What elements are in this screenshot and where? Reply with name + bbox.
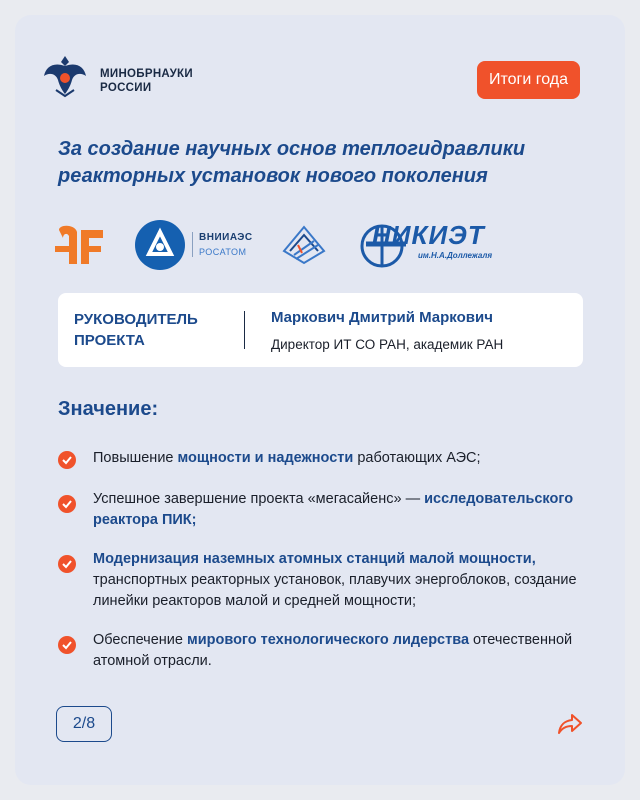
share-icon[interactable] — [557, 713, 583, 735]
leader-role-line1: РУКОВОДИТЕЛЬ — [74, 311, 198, 328]
ministry-name — [100, 67, 193, 95]
section-title: Значение: — [58, 398, 159, 420]
page-title — [58, 136, 588, 190]
item-text-pre: Повышение — [93, 450, 178, 466]
partner-logos — [55, 215, 575, 275]
divider — [244, 311, 245, 349]
header — [42, 40, 568, 110]
ministry-line2: РОССИИ — [100, 82, 152, 94]
item-highlight: мощности и надежности — [177, 450, 354, 466]
check-icon — [58, 636, 76, 654]
leader-position: Директор ИТ СО РАН, академик РАН — [271, 337, 504, 352]
it-sb-ras-logo-icon — [280, 223, 328, 267]
vniiaes-text — [192, 232, 253, 257]
check-icon — [58, 451, 76, 469]
ef-logo-icon — [55, 220, 105, 270]
list-item — [58, 489, 588, 531]
page-counter[interactable]: 2/8 — [56, 706, 112, 742]
nikiet-name: НИКИЭТ — [372, 220, 485, 250]
nikiet-logo — [360, 220, 525, 270]
item-text-post: транспортных реакторных установок, плавучих энергоблоков, создание линейки реакторов малой и средней мощности; — [93, 572, 577, 609]
list-item — [58, 630, 588, 672]
item-highlight: мирового технологического лидерства — [187, 632, 470, 648]
year-results-badge[interactable]: Итоги года — [477, 61, 580, 99]
check-icon — [58, 495, 76, 513]
significance-list — [58, 445, 588, 672]
item-highlight: Модернизация наземных атомных станций малой мощности, — [93, 551, 536, 567]
item-text-post: работающих АЭС; — [353, 450, 481, 466]
leader-role-line2: ПРОЕКТА — [74, 332, 145, 349]
leader-role — [74, 309, 224, 351]
coat-of-arms-icon — [42, 52, 88, 98]
title-line2: реакторных установок нового поколения — [58, 165, 488, 187]
list-item — [58, 549, 588, 612]
rosatom-icon — [135, 220, 185, 270]
ministry-line1: МИНОБРНАУКИ — [100, 68, 193, 80]
item-highlight: исследовательского реактора ПИК; — [93, 491, 574, 528]
leader-name: Маркович Дмитрий Маркович — [271, 309, 493, 326]
nikiet-subtitle: им.Н.А.Доллежаля — [418, 251, 493, 260]
check-icon — [58, 555, 76, 573]
item-text-post: отечественной атомной отрасли. — [93, 632, 573, 669]
list-item — [58, 448, 588, 469]
item-text-pre: Обеспечение — [93, 632, 187, 648]
project-leader-card — [58, 293, 583, 367]
rosatom-name: РОСАТОМ — [199, 247, 247, 257]
vniiaes-name: ВНИИАЭС — [199, 232, 253, 243]
vniiaes-logo — [135, 220, 275, 270]
title-line1: За создание научных основ теплогидравлики — [58, 138, 526, 160]
item-text-pre: Успешное завершение проекта «мегасайенс» — — [93, 491, 425, 507]
